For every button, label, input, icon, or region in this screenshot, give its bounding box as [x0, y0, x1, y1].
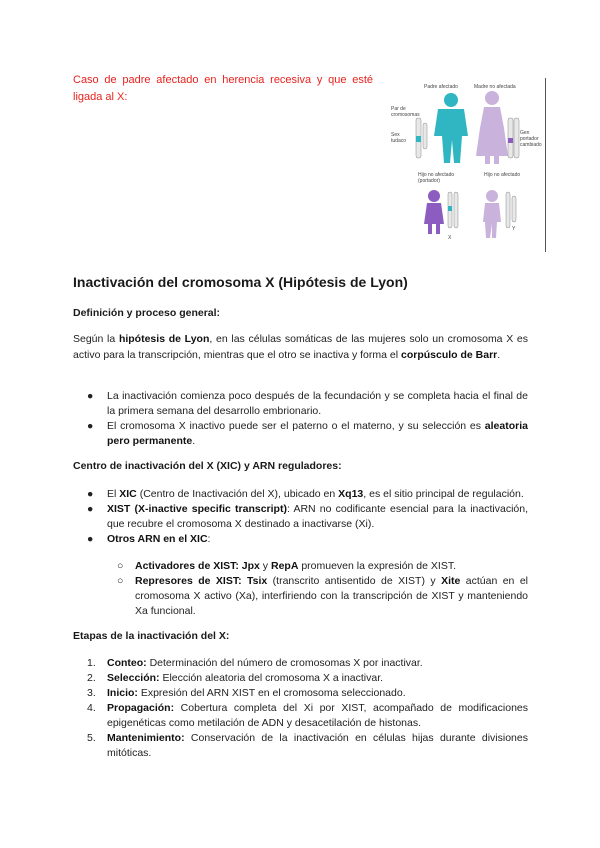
stages-list	[73, 656, 528, 761]
list-item: 4. Propagación: Cobertura completa del Xi por XIST, acompañado de modificaciones epigenéticas como metilación de ADN y desacetilación de histonas.	[87, 702, 528, 729]
list-item: ● Otros ARN en el XIC:	[87, 533, 211, 545]
xic-list	[73, 487, 528, 547]
child-carrier-figure	[424, 190, 458, 234]
list-item: 2. Selección: Elección aleatoria del cromosoma X a inactivar.	[87, 672, 384, 684]
carrier-gene-label: Gen portador cambiado	[520, 130, 542, 148]
list-item: ● El XIC (Centro de Inactivación del X), ubicado en Xq13, es el sitio principal de regulación.	[87, 488, 524, 500]
x-linked-inheritance-figure	[388, 78, 546, 252]
definition-list	[73, 389, 528, 449]
figure-divider	[545, 78, 546, 252]
figure-caption: Caso de padre afectado en herencia recesiva y que esté ligada al X:	[73, 74, 373, 103]
list-item: ● XIST (X-inactive specific transcript): ARN no codificante esencial para la inactivación, que recubre el cromosoma X destinado a inactivarse (Xi).	[87, 503, 528, 530]
list-item: 5. Mantenimiento: Conservación de la inactivación en células hijas durante divisiones mitóticas.	[87, 732, 528, 759]
x-label: X	[448, 235, 452, 241]
unaffected-child-label: Hijo no afectado	[484, 172, 521, 178]
pedigree-drawing	[388, 78, 546, 252]
father-chromosomes	[416, 118, 427, 158]
list-item: 1. Conteo: Determinación del número de cromosomas X por inactivar.	[87, 657, 423, 669]
list-item: ● El cromosoma X inactivo puede ser el paterno o el materno, y su selección es aleatoria pero permanente.	[87, 420, 528, 447]
list-item: ● La inactivación comienza poco después de la fecundación y se completa hacia el final de la primera semana del desarrollo embrionario.	[87, 390, 528, 417]
section-title: Inactivación del cromosoma X (Hipótesis de Lyon)	[73, 274, 408, 290]
stages-heading: Etapas de la inactivación del X:	[73, 630, 230, 642]
affected-father-label: Padre afectado	[424, 84, 458, 90]
unaffected-mother-label: Madre no afectada	[474, 84, 516, 90]
xic-sublist	[73, 559, 528, 619]
mother-chromosomes	[508, 118, 519, 158]
carrier-child-label: Hijo no afectado (portador)	[418, 172, 455, 184]
mother-figure	[476, 91, 508, 164]
lyon-paragraph: Según la hipótesis de Lyon, en las células somáticas de las mujeres solo un cromosoma X es activo para la transcripción, mientras que el otro se inactiva y forma el corpúsculo de Barr.	[73, 333, 529, 361]
xic-heading: Centro de inactivación del X (XIC) y ARN reguladores:	[73, 460, 342, 472]
definition-heading: Definición y proceso general:	[73, 307, 221, 319]
father-figure	[434, 93, 468, 163]
list-item: 3. Inicio: Expresión del ARN XIST en el cromosoma seleccionado.	[87, 687, 406, 699]
list-item: ○ Activadores de XIST: Jpx y RepA promueven la expresión de XIST.	[117, 560, 456, 572]
y-label: Y	[512, 226, 516, 232]
sex-label: Sex tudaco	[391, 132, 407, 144]
list-item: ○ Represores de XIST: Tsix (transcrito antisentido de XIST) y Xite actúan en el cromosoma X activo (Xa), interfiriendo con la transcripción de XIST y manteniendo Xa funcional.	[117, 575, 529, 617]
chromosome-pair-label: Par de cromosomas	[391, 106, 420, 118]
